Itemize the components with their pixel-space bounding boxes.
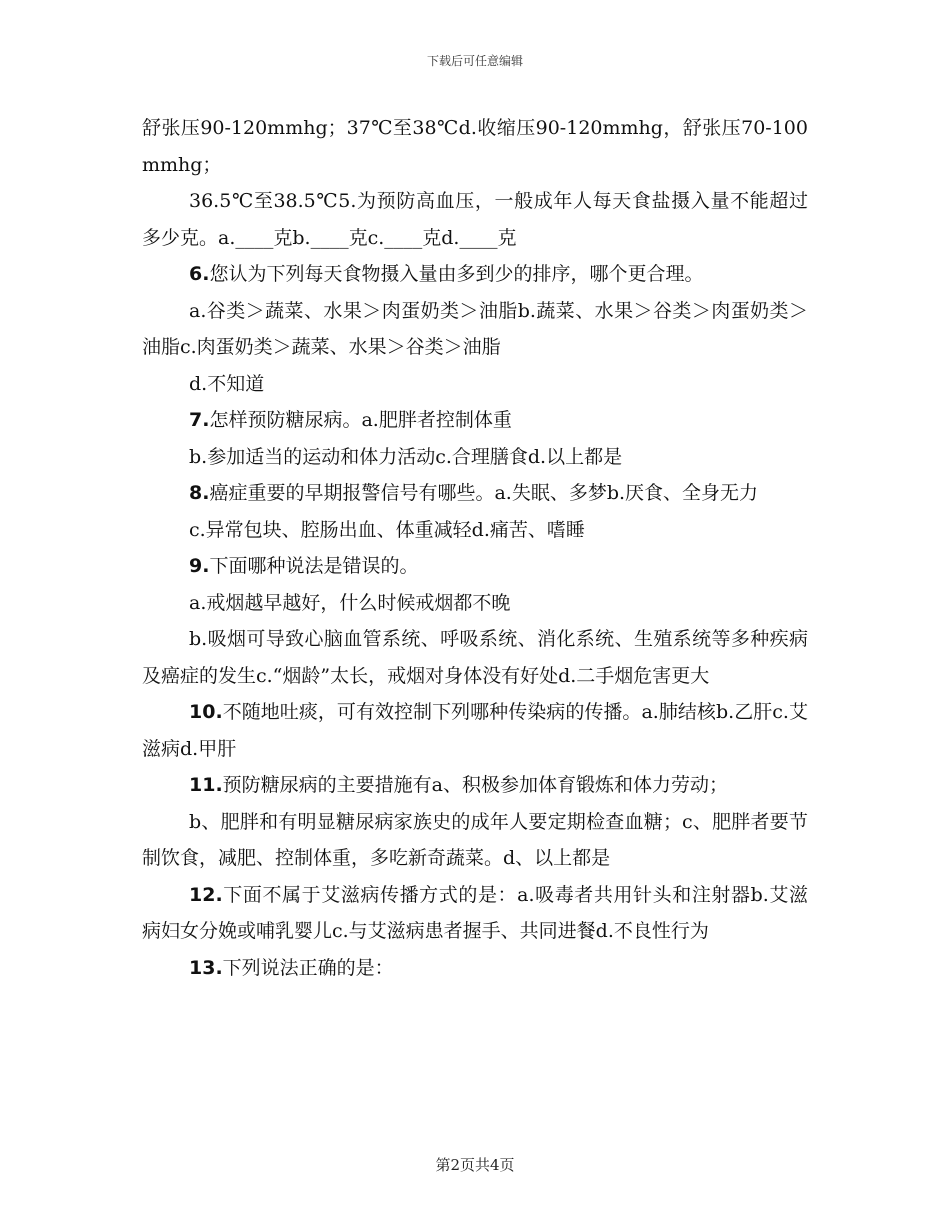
- question-number: 13.: [189, 956, 223, 979]
- question-number: 10.: [189, 701, 223, 723]
- question-number: 6.: [189, 263, 210, 285]
- question-paragraph: [142, 877, 808, 950]
- page-number-footer: 第2页共4页: [435, 1156, 515, 1174]
- paragraph: [142, 804, 808, 877]
- question-paragraph: [142, 548, 808, 585]
- paragraph-text: 您认为下列每天食物摄入量由多到少的排序，哪个更合理。: [209, 263, 704, 285]
- question-paragraph: [142, 694, 808, 767]
- document-body: [142, 110, 808, 986]
- question-number: 12.: [189, 883, 223, 906]
- paragraph-text: a.谷类＞蔬菜、水果＞肉蛋奶类＞油脂b.蔬菜、水果＞谷类＞肉蛋奶类＞油脂c.肉蛋奶类＞蔬菜、水果＞谷类＞油脂: [142, 299, 808, 358]
- question-number: 9.: [189, 555, 210, 577]
- paragraph-text: 下列说法正确的是：: [222, 956, 394, 979]
- paragraph-text: d.不知道: [189, 372, 265, 395]
- paragraph-text: 36.5℃至38.5℃5.为预防高血压，一般成年人每天食盐摄入量不能超过多少克。a.____克b.____克c.____克d.____克: [142, 190, 808, 249]
- paragraph: [142, 183, 808, 256]
- question-paragraph: [142, 475, 808, 512]
- paragraph-text: b.吸烟可导致心脑血管系统、呼吸系统、消化系统、生殖系统等多种疾病及癌症的发生c.“烟龄”太长，戒烟对身体没有好处d.二手烟危害更大: [142, 628, 808, 687]
- paragraph: [142, 366, 808, 403]
- question-number: 11.: [189, 774, 223, 796]
- paragraph-text: a.戒烟越早越好，什么时候戒烟都不晚: [189, 591, 511, 614]
- question-number: 8.: [189, 482, 210, 504]
- paragraph: [142, 293, 808, 366]
- page-header: 下载后可任意编辑: [426, 54, 523, 68]
- paragraph: [142, 585, 808, 622]
- paragraph-text: b、肥胖和有明显糖尿病家族史的成年人要定期检查血糖；c、肥胖者要节制饮食，减肥、控制体重，多吃新奇蔬菜。d、以上都是: [142, 810, 808, 869]
- paragraph-text: 怎样预防糖尿病。a.肥胖者控制体重: [209, 409, 512, 431]
- paragraph-text: 下面不属于艾滋病传播方式的是：a.吸毒者共用针头和注射器b.艾滋病妇女分娩或哺乳婴儿c.与艾滋病患者握手、共同进餐d.不良性行为: [142, 883, 808, 942]
- question-paragraph: [142, 256, 808, 293]
- question-paragraph: [142, 402, 808, 439]
- paragraph: [142, 110, 808, 183]
- paragraph: [142, 621, 808, 694]
- paragraph-text: 不随地吐痰，可有效控制下列哪种传染病的传播。a.肺结核b.乙肝c.艾滋病d.甲肝: [142, 701, 808, 760]
- paragraph: [142, 439, 808, 476]
- paragraph: [142, 512, 808, 549]
- question-paragraph: [142, 767, 808, 804]
- question-paragraph: [142, 950, 808, 987]
- paragraph-text: 预防糖尿病的主要措施有a、积极参加体育锻炼和体力劳动；: [222, 774, 729, 796]
- paragraph-text: 癌症重要的早期报警信号有哪些。a.失眠、多梦b.厌食、全身无力: [209, 482, 759, 504]
- paragraph-text: c.异常包块、腔肠出血、体重减轻d.痛苦、嗜睡: [189, 518, 585, 541]
- paragraph-text: b.参加适当的运动和体力活动c.合理膳食d.以上都是: [189, 445, 623, 468]
- paragraph-text: 下面哪种说法是错误的。: [209, 555, 419, 577]
- question-number: 7.: [189, 409, 210, 431]
- paragraph-text: 舒张压90-120mmhg；37℃至38℃d.收缩压90-120mmhg，舒张压70-100mmhg；: [142, 117, 808, 176]
